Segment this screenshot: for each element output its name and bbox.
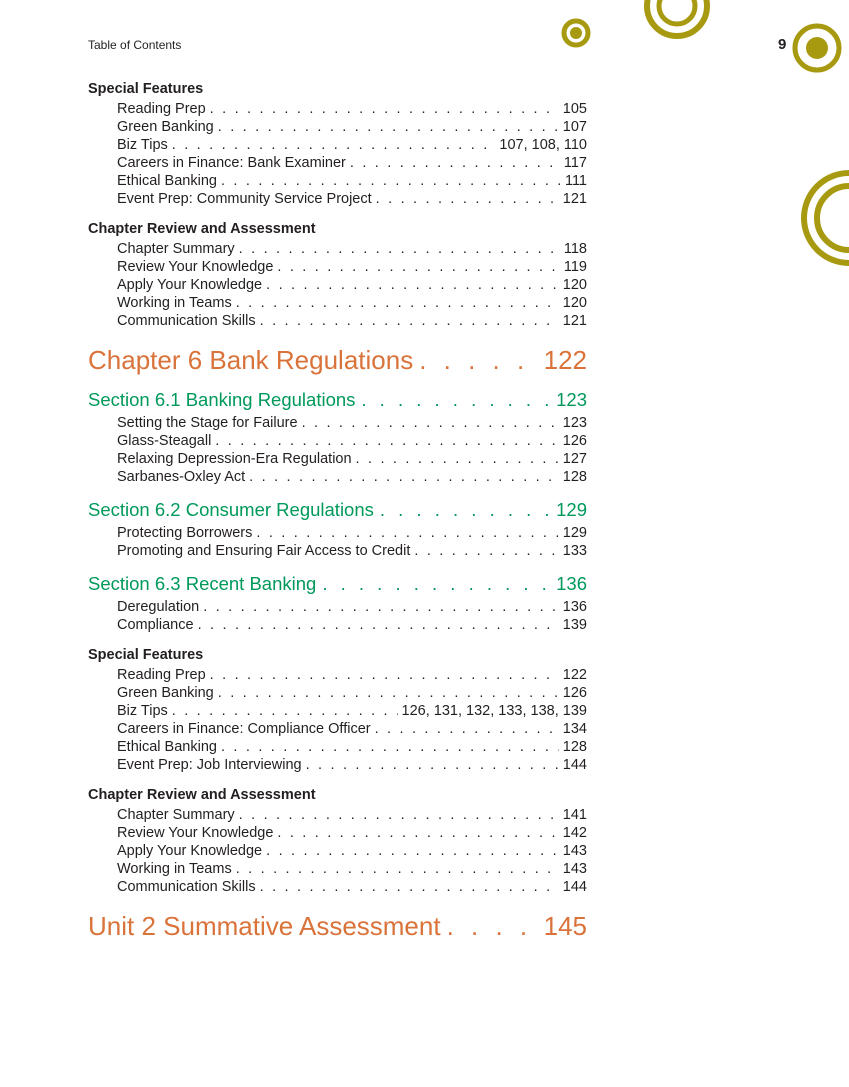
entry-page: 133 — [562, 543, 587, 559]
toc-entry[interactable] — [117, 190, 587, 208]
circle-rings-top-icon — [647, 0, 707, 36]
entry-title: Careers in Finance: Bank Examiner — [117, 155, 346, 171]
circle-small-icon — [564, 21, 588, 45]
entry-title: Working in Teams — [117, 295, 232, 311]
section-title: Section 6.1 Banking Regulations — [88, 389, 356, 410]
toc-entry[interactable] — [117, 258, 587, 276]
entry-title: Chapter Summary — [117, 241, 235, 257]
entry-title: Ethical Banking — [117, 173, 217, 189]
entry-page: 126, 131, 132, 133, 138, 139 — [401, 703, 587, 719]
group-heading: Chapter Review and Assessment — [88, 787, 316, 803]
section-title-row[interactable] — [88, 572, 587, 596]
toc-entry[interactable] — [117, 842, 587, 860]
entry-title: Compliance — [117, 617, 194, 633]
entry-title: Event Prep: Community Service Project — [117, 191, 372, 207]
toc-entry[interactable] — [117, 100, 587, 118]
entry-page: 144 — [562, 757, 587, 773]
entry-title: Promoting and Ensuring Fair Access to Credit — [117, 543, 411, 559]
circle-rings-right-icon — [804, 173, 849, 263]
section-6-2 — [88, 498, 587, 560]
toc-entry[interactable] — [117, 450, 587, 468]
entry-page: 105 — [562, 101, 587, 117]
group-heading: Special Features — [88, 647, 204, 663]
section-title: Section 6.2 Consumer Regulations — [88, 499, 374, 520]
toc-entry[interactable] — [117, 756, 587, 774]
toc-entry[interactable] — [117, 172, 587, 190]
toc-entry[interactable] — [117, 524, 587, 542]
toc-entry[interactable] — [117, 684, 587, 702]
toc-entry[interactable] — [117, 824, 587, 842]
entry-page: 141 — [562, 807, 587, 823]
entry-title: Setting the Stage for Failure — [117, 415, 298, 431]
toc-entry[interactable] — [117, 878, 587, 896]
entry-title: Chapter Summary — [117, 807, 235, 823]
section-page: 136 — [556, 573, 587, 594]
entry-page: 129 — [562, 525, 587, 541]
ch5-chapter-review — [88, 220, 587, 330]
chapter-6-title[interactable] — [88, 344, 587, 376]
unit-2-summative-assessment[interactable] — [88, 910, 587, 942]
entry-page: 126 — [562, 433, 587, 449]
toc-entry[interactable] — [117, 738, 587, 756]
circle-page-number-icon — [795, 26, 839, 70]
entry-title: Review Your Knowledge — [117, 825, 274, 841]
ch5-special-features — [88, 80, 587, 208]
entry-page: 144 — [562, 879, 587, 895]
entry-page: 143 — [562, 861, 587, 877]
entry-title: Protecting Borrowers — [117, 525, 253, 541]
entry-title: Reading Prep — [117, 101, 206, 117]
entry-page: 139 — [562, 617, 587, 633]
chapter-page: 145 — [543, 911, 587, 941]
toc-entry[interactable] — [117, 240, 587, 258]
chapter-page: 122 — [543, 345, 587, 375]
entry-title: Communication Skills — [117, 313, 256, 329]
table-of-contents — [88, 80, 587, 942]
entry-title: Apply Your Knowledge — [117, 277, 263, 293]
entry-page: 142 — [562, 825, 587, 841]
toc-entry[interactable] — [117, 468, 587, 486]
toc-entry[interactable] — [117, 432, 587, 450]
group-heading: Chapter Review and Assessment — [88, 221, 316, 237]
ch6-special-features — [88, 646, 587, 774]
entry-page: 122 — [562, 667, 587, 683]
chapter-title: Unit 2 Summative Assessment — [88, 911, 441, 941]
toc-entry[interactable] — [117, 860, 587, 878]
entry-page: 128 — [562, 739, 587, 755]
toc-entry[interactable] — [117, 598, 587, 616]
entry-title: Working in Teams — [117, 861, 232, 877]
entry-title: Event Prep: Job Interviewing — [117, 757, 302, 773]
section-title-row[interactable] — [88, 498, 587, 522]
toc-entry[interactable] — [117, 720, 587, 738]
entry-page: 117 — [563, 155, 587, 171]
entry-page: 134 — [562, 721, 587, 737]
entry-title: Biz Tips — [117, 137, 168, 153]
entry-title: Apply Your Knowledge — [117, 843, 263, 859]
toc-entry[interactable] — [117, 136, 587, 154]
ch6-chapter-review — [88, 786, 587, 896]
entry-page: 121 — [562, 313, 587, 329]
entry-page: 136 — [562, 599, 587, 615]
section-title: Section 6.3 Recent Banking — [88, 573, 317, 594]
toc-entry[interactable] — [117, 154, 587, 172]
toc-entry[interactable] — [117, 542, 587, 560]
entry-title: Communication Skills — [117, 879, 256, 895]
entry-title: Sarbanes-Oxley Act — [117, 469, 246, 485]
entry-page: 127 — [562, 451, 587, 467]
entry-title: Deregulation — [117, 599, 200, 615]
toc-entry[interactable] — [117, 414, 587, 432]
entry-page: 143 — [562, 843, 587, 859]
toc-entry[interactable] — [117, 276, 587, 294]
entry-page: 120 — [562, 295, 587, 311]
entry-page: 121 — [562, 191, 587, 207]
entry-page: 126 — [562, 685, 587, 701]
chapter-title: Chapter 6 Bank Regulations — [88, 345, 414, 375]
page-number: 9 — [778, 36, 787, 53]
section-6-3 — [88, 572, 587, 634]
entry-page: 119 — [563, 259, 587, 275]
entry-page: 128 — [562, 469, 587, 485]
entry-title: Biz Tips — [117, 703, 168, 719]
section-page: 123 — [556, 389, 587, 410]
entry-page: 107, 108, 110 — [499, 137, 587, 153]
entry-title: Glass-Steagall — [117, 433, 212, 449]
section-6-1 — [88, 388, 587, 486]
entry-page: 123 — [562, 415, 587, 431]
toc-entry[interactable] — [117, 702, 587, 720]
toc-entry[interactable] — [117, 666, 587, 684]
entry-title: Careers in Finance: Compliance Officer — [117, 721, 371, 737]
entry-title: Reading Prep — [117, 667, 206, 683]
section-page: 129 — [556, 499, 587, 520]
entry-page: 107 — [562, 119, 587, 135]
entry-title: Relaxing Depression-Era Regulation — [117, 451, 352, 467]
toc-entry[interactable] — [117, 806, 587, 824]
running-head: Table of Contents — [88, 38, 182, 52]
section-title-row[interactable] — [88, 388, 587, 412]
group-heading: Special Features — [88, 81, 204, 97]
toc-entry[interactable] — [117, 118, 587, 136]
entry-title: Review Your Knowledge — [117, 259, 274, 275]
entry-page: 120 — [562, 277, 587, 293]
toc-entry[interactable] — [117, 616, 587, 634]
entry-title: Green Banking — [117, 685, 214, 701]
entry-page: 118 — [563, 241, 587, 257]
entry-page: 111 — [564, 173, 587, 189]
entry-title: Green Banking — [117, 119, 214, 135]
toc-entry[interactable] — [117, 312, 587, 330]
toc-entry[interactable] — [117, 294, 587, 312]
entry-title: Ethical Banking — [117, 739, 217, 755]
